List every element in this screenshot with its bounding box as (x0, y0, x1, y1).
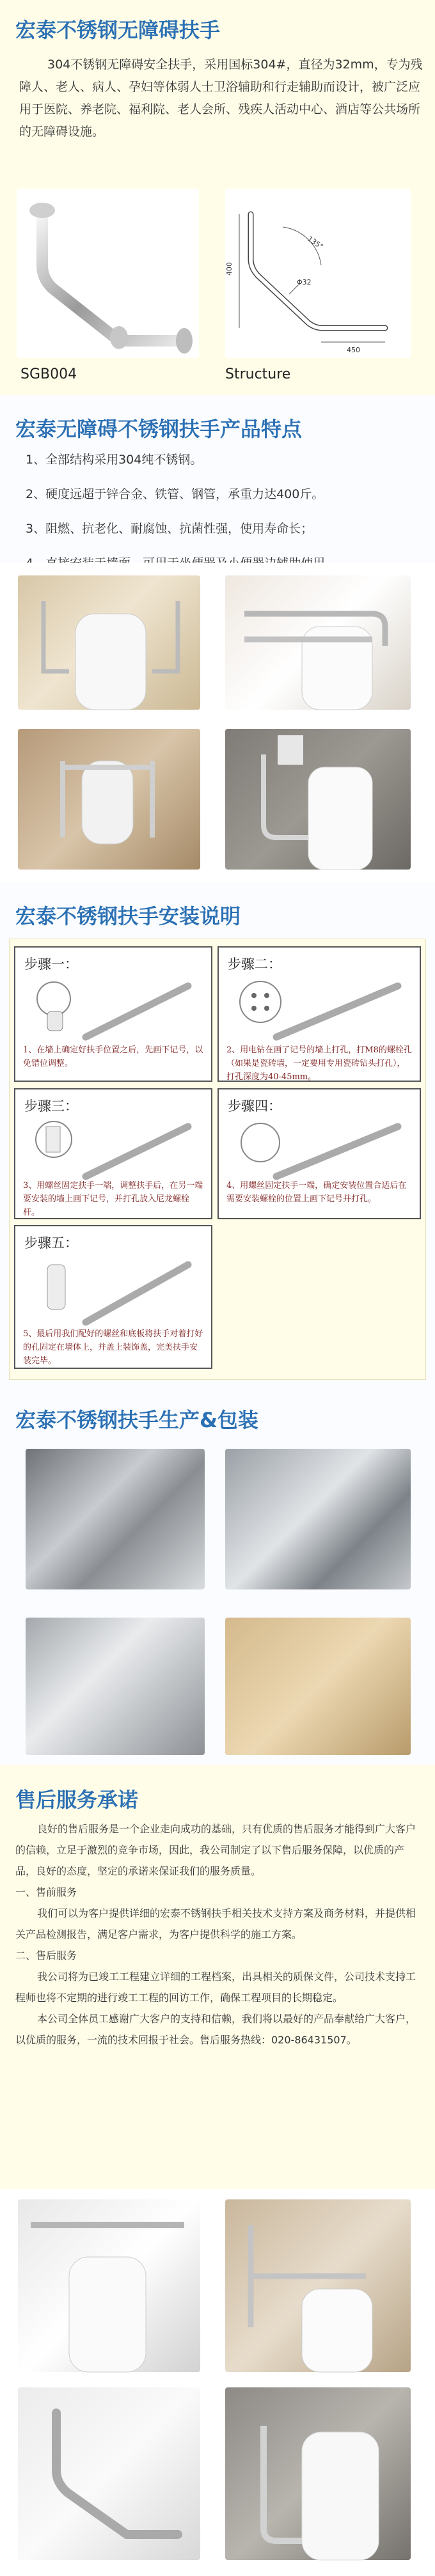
dim-diameter: Φ32 (297, 278, 312, 286)
production-section (0, 1387, 435, 1765)
service-closing: 本公司全体员工感谢广大客户的支持和信赖，我们将以最好的产品奉献给广大客户，以优质的服务，一流的技术回报于社会。售后服务热线：020-86431507。 (15, 2013, 416, 2046)
production-photo-3 (26, 1618, 205, 1755)
product-photo (17, 189, 199, 358)
bottom-photos (0, 2189, 435, 2576)
step-heading: 步骤二： (228, 956, 281, 972)
service-content (15, 1818, 422, 2050)
install-section (0, 882, 435, 1387)
step-heading: 步骤五： (24, 1235, 78, 1251)
product-code: SGB004 (20, 366, 77, 382)
feature-item: 1、全部结构采用304纯不锈钢。 (26, 453, 203, 467)
bottom-photo-3 (18, 2387, 200, 2560)
dim-width: 450 (347, 346, 360, 354)
intro-title: 宏泰不锈钢无障碍扶手 (15, 18, 221, 42)
dim-height: 400 (225, 262, 233, 276)
step-text: 4、用螺丝固定扶手一端，确定安装位置合适后在需要安装螺栓的位置上画下记号并打孔。 (226, 1181, 407, 1204)
production-photo-2 (225, 1449, 411, 1589)
aftersale-text: 我公司将为已竣工工程建立详细的工程档案，出具相关的质保文件，公司技术支持工程师也将不定期的进行竣工工程的回访工作，确保工程项目的长期稳定。 (15, 1971, 416, 2004)
service-title: 售后服务承诺 (15, 1788, 139, 1812)
step-heading: 步骤一： (24, 956, 78, 972)
step-heading: 步骤三： (24, 1098, 78, 1114)
feature-item: 3、阻燃、抗老化、耐腐蚀、抗菌性强，使用寿命长； (26, 522, 313, 536)
service-section (0, 1765, 435, 2189)
bottom-photo-4 (225, 2387, 411, 2560)
urinal-photo (18, 729, 200, 870)
install-step-2 (217, 946, 421, 1082)
packaging-photo (225, 1618, 411, 1755)
install-title: 宏泰不锈钢扶手安装说明 (15, 904, 241, 928)
aftersale-heading: 二、售后服务 (15, 1949, 77, 1962)
feature-item: 2、硬度远超于锌合金、铁管、钢管，承重力达400斤。 (26, 487, 324, 501)
bottom-photo-2 (225, 2199, 411, 2372)
features-list (26, 442, 337, 581)
production-photo-1 (26, 1449, 205, 1589)
step-text: 1、在墙上确定好扶手位置之后，先画下记号，以免错位调整。 (23, 1045, 203, 1068)
install-step-5 (14, 1225, 212, 1369)
presale-text: 我们可以为客户提供详细的宏泰不锈钢扶手相关技术支持方案及商务材料，并提供相关产品检测报告，满足客户需求，为客户提供科学的施工方案。 (15, 1907, 416, 1940)
bottom-photo-1 (18, 2199, 200, 2372)
install-step-1 (14, 946, 212, 1082)
dim-angle: 135° (306, 234, 325, 251)
presale-heading: 一、售前服务 (15, 1886, 77, 1898)
intro-paragraph: 304不锈钢无障碍安全扶手，采用国标304#，直径为32mm，专为残障人、老人、病人、孕妇等体弱人士卫浴辅助和行走辅助而设计，被广泛应用于医院、养老院、福利院、老人会所、残疾人活动中心、酒店等公共场所的无障碍设施。 (19, 58, 423, 139)
toilet-grabbar-photo (225, 729, 411, 870)
step-text: 3、用螺丝固定扶手一端，调整扶手后，在另一端要安装的墙上画下记号，并打孔放入尼龙螺栓杆。 (23, 1181, 203, 1217)
production-title: 宏泰不锈钢扶手生产&包装 (15, 1408, 258, 1432)
step-heading: 步骤四： (228, 1098, 281, 1114)
structure-label: Structure (225, 366, 291, 382)
structure-diagram (225, 189, 411, 358)
toilet-photo (18, 575, 200, 710)
step-text: 5、最后用我们配好的螺丝和底板将扶手对着打好的孔固定在墙体上，并盖上装饰盖，完美扶手安装完毕。 (23, 1329, 203, 1366)
features-title: 宏泰无障碍不锈钢扶手产品特点 (15, 417, 303, 441)
step-text: 2、用电钻在画了记号的墙上打孔，打M8的螺栓孔（如果是瓷砖墙，一定要用专用瓷砖钻头打孔），打孔深度为40-45mm。 (226, 1045, 412, 1082)
install-step-4 (217, 1088, 421, 1219)
service-intro: 良好的售后服务是一个企业走向成功的基础，只有优质的售后服务才能得到广大客户的信赖，立足于激烈的竞争市场，因此，我公司制定了以下售后服务保障，以优质的产品，良好的态度，坚定的承诺来保证我们的服务质量。 (15, 1823, 416, 1877)
install-step-3 (14, 1088, 212, 1219)
toilet-rail-photo (225, 575, 411, 710)
intro-section (0, 0, 435, 395)
usage-photos (0, 563, 435, 882)
features-section (0, 395, 435, 563)
